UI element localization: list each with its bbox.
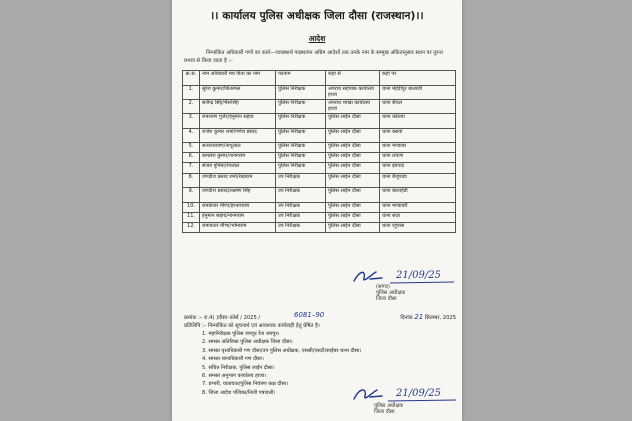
cell-designation: पुलिस निरीक्षक bbox=[276, 86, 326, 100]
date-day: 21 bbox=[414, 313, 424, 321]
signature-handwritten-date: 21/09/25 bbox=[396, 270, 441, 281]
cell-designation: उप निरीक्षक bbox=[276, 188, 326, 203]
signature-block-primary bbox=[350, 266, 460, 310]
cell-designation: उप निरीक्षक bbox=[276, 173, 326, 188]
table-row bbox=[183, 163, 456, 173]
table-row bbox=[183, 173, 456, 188]
list-item: 5. संचित निरीक्षक, पुलिस लाईन दौसा। bbox=[202, 364, 275, 371]
handwritten-signature-mark bbox=[352, 384, 460, 404]
order-heading: आदेश bbox=[308, 34, 326, 43]
list-item: 1. महानिरीक्षक पुलिस जयपुर रेंज जयपुर। bbox=[202, 331, 280, 337]
cell-serial: 2. bbox=[183, 99, 200, 114]
table-row bbox=[183, 86, 456, 100]
list-item: 3. समस्त वृत्ताधिकारी गण दौसा/उप पुलिस अधीक्षक, एससी/एसटी/साईबर थाना दौसा। bbox=[202, 347, 362, 354]
cell-from: पुलिस लाईन दौसा bbox=[326, 188, 380, 203]
cell-designation: उप निरीक्षक bbox=[276, 223, 326, 233]
handwritten-signature-mark bbox=[350, 266, 458, 286]
cell-serial: 4. bbox=[183, 128, 200, 143]
signatory-district: जिला दौसा bbox=[376, 296, 397, 303]
cell-designation: पुलिस निरीक्षक bbox=[276, 99, 326, 114]
table-row bbox=[183, 99, 456, 114]
cell-designation: पुलिस निरीक्षक bbox=[276, 143, 326, 153]
table-row bbox=[183, 114, 456, 129]
signatory-designation: पुलिस अधीक्षक bbox=[376, 290, 406, 297]
cell-designation: पुलिस निरीक्षक bbox=[276, 128, 326, 143]
list-item: 4. समस्त थानाधिकारी गण दौसा। bbox=[202, 356, 264, 363]
posting-table bbox=[182, 70, 456, 233]
reference-date bbox=[400, 313, 456, 321]
cell-to: थाना रहुवास bbox=[380, 223, 456, 233]
signatory-designation: पुलिस अधीक्षक bbox=[374, 403, 404, 409]
header-designation: पदनाम bbox=[276, 71, 326, 86]
reference-line bbox=[184, 313, 456, 321]
cell-from: पुलिस लाईन दौसा bbox=[326, 173, 380, 188]
cell-from: पुलिस लाईन दौसा bbox=[326, 143, 380, 153]
cell-name: हनुमान सहाय/नानगराम bbox=[200, 212, 276, 222]
cell-name: राजेश कुमार शर्मा/गणेश प्रसाद bbox=[200, 128, 276, 143]
signatory-district: जिला दौसा bbox=[374, 409, 395, 416]
cell-serial: 12. bbox=[183, 223, 200, 233]
cell-from: पुलिस लाईन दौसा bbox=[326, 202, 380, 212]
cell-to: थाना बालाहेडी bbox=[380, 188, 456, 203]
list-item: 6. समस्त अनुभाग कार्यालय हाजा। bbox=[202, 373, 267, 380]
cell-to: थाना बैजूपाडा bbox=[380, 173, 456, 188]
cell-name: जगदीश प्रसाद/लक्ष्मण सिंह bbox=[200, 188, 276, 203]
table-row bbox=[183, 212, 456, 222]
cell-to: थाना कोलवा bbox=[380, 114, 456, 129]
cell-serial: 3. bbox=[183, 114, 200, 129]
date-month-year: सितम्बर, 2025 bbox=[424, 315, 456, 321]
cell-from: पुलिस लाईन दौसा bbox=[326, 223, 380, 233]
list-item: 8. जिला आदेश पंजिका/निजी पत्रावली। bbox=[202, 389, 276, 396]
cell-serial: 7. bbox=[183, 163, 200, 173]
cell-serial: 9. bbox=[183, 188, 200, 203]
cell-serial: 8. bbox=[183, 173, 200, 188]
header-officer-name: नाम अधिकारी मय पिता का नाम bbox=[200, 71, 276, 86]
cell-to: थाना लवाण bbox=[380, 153, 456, 163]
cell-to: थाना सदर bbox=[380, 212, 456, 222]
header-serial: क्र.स. bbox=[183, 71, 200, 86]
date-label: दिनांक bbox=[400, 315, 413, 321]
table-row bbox=[183, 202, 456, 212]
table-row bbox=[183, 153, 456, 163]
cell-serial: 1. bbox=[183, 86, 200, 100]
cell-designation: पुलिस निरीक्षक bbox=[276, 153, 326, 163]
cell-to: थाना मण्डावरी bbox=[380, 202, 456, 212]
cell-designation: पुलिस निरीक्षक bbox=[276, 163, 326, 173]
cell-from: पुलिस लाईन दौसा bbox=[326, 114, 380, 129]
cell-to: थाना मेहंदीपुर बालाजी bbox=[380, 86, 456, 100]
cell-name: कमलेश कुमार/नानगराम bbox=[200, 153, 276, 163]
cell-to: थाना मण्डावर bbox=[380, 143, 456, 153]
cell-from: अपराध शाखा कार्यालय हाजा bbox=[326, 99, 380, 114]
cell-name: सजैन्द्र सिंह/भैरूसिंह bbox=[200, 99, 276, 114]
office-title: ।। कार्यालय पुलिस अधीक्षक जिला दौसा (राजस्थान)।। bbox=[210, 10, 424, 22]
order-intro-text: निम्नांकित अधिकारी गणों का कार्य—व्यवस्थार्थ पदस्थापन अग्रिम आदेशों तक उनके नाम के सम्मुख अंकितानुसार स्थान पर तुरन्त प्रभाव से किया जाता है :– bbox=[184, 50, 443, 64]
signature-block-secondary bbox=[352, 384, 462, 420]
cell-serial: 11. bbox=[183, 212, 200, 222]
cell-name: रामशरण गुर्जर/हनुमान सहाय bbox=[200, 114, 276, 129]
cell-from: पुलिस लाईन दौसा bbox=[326, 163, 380, 173]
cell-to: थाना झापदा bbox=[380, 163, 456, 173]
signatory-name: (सागर) bbox=[376, 284, 390, 290]
table-row bbox=[183, 223, 456, 233]
cell-designation: उप निरीक्षक bbox=[276, 202, 326, 212]
header-from: कहा से bbox=[326, 71, 380, 86]
table-row bbox=[183, 143, 456, 153]
table-row bbox=[183, 188, 456, 203]
cell-name: रामावतार मीणा/भोमाराम bbox=[200, 223, 276, 233]
table-header-row bbox=[183, 71, 456, 86]
cell-from: पुलिस लाईन दौसा bbox=[326, 212, 380, 222]
reference-prefix: क्रमांक :– रा.4( )दौसा–कोर्स / 2025 / bbox=[184, 315, 261, 321]
cell-name: रामकंवार मीणा/हरनारायण bbox=[200, 202, 276, 212]
table-row bbox=[183, 128, 456, 143]
cell-to: थाना सैंथल bbox=[380, 99, 456, 114]
list-item: 2. समस्त अतिरिक्त पुलिस अधीक्षक जिला दौसा। bbox=[202, 339, 293, 346]
cell-to: थाना बसवा bbox=[380, 128, 456, 143]
cell-serial: 10. bbox=[183, 202, 200, 212]
cell-serial: 6. bbox=[183, 153, 200, 163]
cell-from: अपराध सहायक कार्यालय हाजा bbox=[326, 86, 380, 100]
cell-name: सुरेश कुमार/छितरमल bbox=[200, 86, 276, 100]
cell-from: पुलिस लाईन दौसा bbox=[326, 128, 380, 143]
reference-number: 6081–90 bbox=[294, 311, 325, 319]
cell-name: संजय पुनिया/रंगलाल bbox=[200, 163, 276, 173]
cell-serial: 5. bbox=[183, 143, 200, 153]
cell-designation: उप निरीक्षक bbox=[276, 212, 326, 222]
cell-name: जगदीश प्रसाद शर्मा/रेखाराम bbox=[200, 173, 276, 188]
cell-designation: पुलिस निरीक्षक bbox=[276, 114, 326, 129]
copy-intro: प्रतिलिपि :– निम्नांकित को सूचनार्थ एवं आवश्यक कार्यवाही हेतु प्रेषित है। bbox=[184, 323, 320, 329]
signature-handwritten-date: 21/09/25 bbox=[396, 388, 441, 399]
header-to: कहां पर bbox=[380, 71, 456, 86]
cell-name: सत्यनारायण/नाथूलाल bbox=[200, 143, 276, 153]
order-document bbox=[172, 0, 462, 421]
list-item: 7. प्रभारी, यातायात/पुलिस नियंत्रण कक्ष दौसा। bbox=[202, 381, 289, 388]
cell-from: पुलिस लाईन दौसा bbox=[326, 153, 380, 163]
